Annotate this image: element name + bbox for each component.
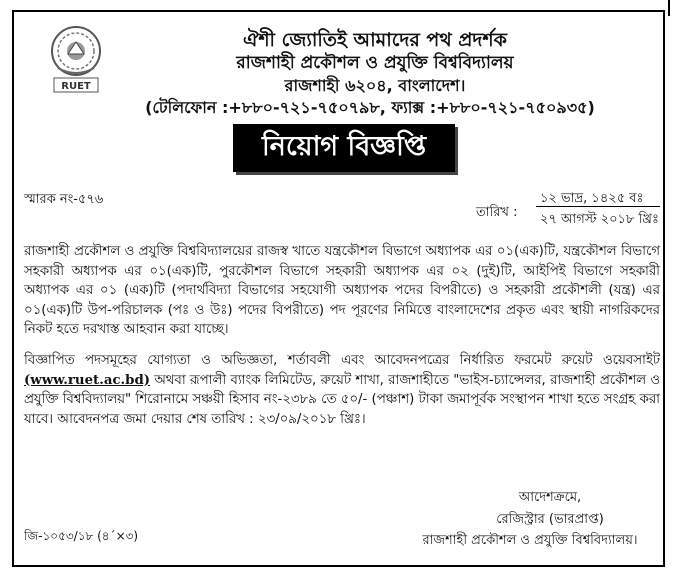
ruet-seal-icon [44,24,108,96]
contact-info: (টেলিফোন :+৮৮০-৭২১-৭৫০৭৯৮, ফ্যাক্স :+৮৮০-৭২১-৭৫০৯৩৫) [145,98,595,117]
signature-order: আদেশক্রমে, [518,490,582,505]
logo-text: RUET [61,81,91,92]
notice-title: নিয়োগ বিজ্ঞপ্তি [261,130,427,162]
signature-title: রেজিস্ট্রার (ভারপ্রাপ্ত) [496,512,604,527]
notice-title-box [233,124,455,172]
date-label: তারিখ : [476,205,518,220]
paragraph-2-rest: অথবা রূপালী ব্যাংক লিমিটেড, রুয়েট শাখা, রাজশাহীতে "ভাইস-চ্যান্সেলর, রাজশাহী প্রকৌশল ও প্রযুক্তি বিশ্ববিদ্যালয়" শিরোনামে সঞ্চয়ী হিসাব নং-২৩৮৯ তে ৫০/- (পঞ্চাশ) টাকা জমাপূর্বক সংস্থাপন শাখা হতে সংগ্রহ করা যাবে। আবেদনপত্র জমা দেয়ার শেষ তারিখ : ২৩/০৯/২০১৮ খ্রিঃ। [24,372,660,427]
reference-code: জি-১০৫৩/১৮ (৪´×৩) [24,529,139,543]
motto-heading: ঐশী জ্যোতিই আমাদের পথ প্রদর্শক [243,29,507,51]
university-name: রাজশাহী প্রকৌশল ও প্রযুক্তি বিশ্ববিদ্যালয় [236,53,514,73]
signature-university: রাজশাহী প্রকৌশল ও প্রযুক্তি বিশ্ববিদ্যালয়। [422,533,638,548]
university-address: রাজশাহী ৬২০৪, বাংলাদেশ। [284,76,466,95]
memo-number: স্মারক নং-৫৭৬ [24,192,104,207]
date-english: ২৭ আগস্ট ২০১৮ খ্রিঃ [540,212,659,227]
date-divider [536,206,660,207]
divider [668,0,670,16]
body-paragraph-2 [24,351,660,429]
website-link[interactable]: (www.ruet.ac.bd) [24,372,151,388]
date-bangla: ১২ ভাদ্র, ১৪২৫ বঃ [540,191,644,206]
body-paragraph-1: রাজশাহী প্রকৌশল ও প্রযুক্তি বিশ্ববিদ্যালয়ের রাজস্ব খাতে যন্ত্রকৌশল বিভাগে অধ্যাপক এর ০১(এক)টি, যন্ত্রকৌশল বিভাগে সহকারী অধ্যাপক এর ০১(এক)টি, পুরকৌশল বিভাগে সহকারী অধ্যাপক এর ০২ (দুই)টি, আইপিই বিভাগে সহকারী অধ্যাপক এর ০১ (এক)টি (পদার্থবিদ্যা বিভাগের সহযোগী অধ্যাপক পদের বিপরীতে) ও সহকারী প্রকৌশলী (যন্ত্র) এর ০১(এক)টি উপ-পরিচালক (পঃ ও উঃ) পদের বিপরীতে) পদ পূরণের নিমিত্তে বাংলাদেশের প্রকৃত এবং স্থায়ী নাগরিকদের নিকট হতে দরখাস্ত আহবান করা যাচ্ছে। [24,244,660,337]
paragraph-2-intro: বিজ্ঞাপিত পদসমূহের যোগ্যতা ও অভিজ্ঞতা, শর্তাবলী এবং আবেদনপত্রের নির্ধারিত ফরমেট রুয়েট ওয়েবসাইট [24,353,660,368]
